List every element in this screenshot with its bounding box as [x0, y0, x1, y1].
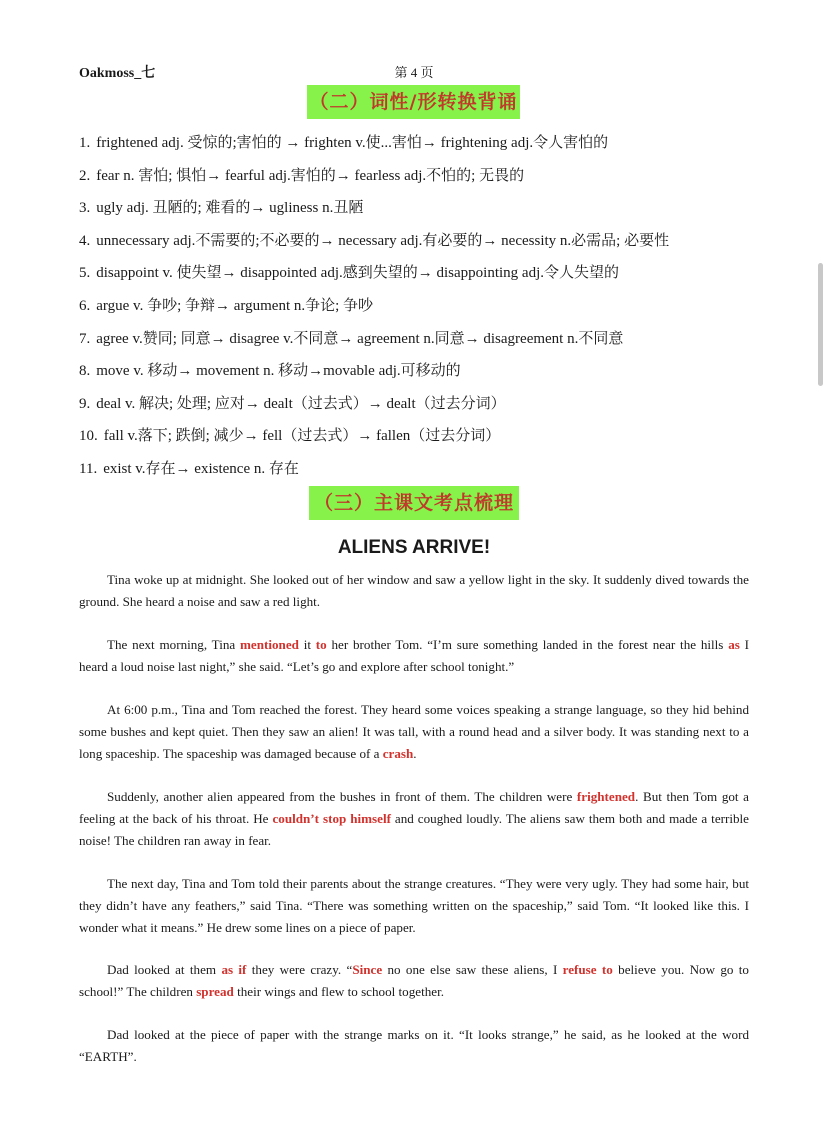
highlighted-phrase: crash: [382, 746, 414, 761]
vocab-text: ugly adj. 丑陋的; 难看的→ ugliness n.丑陋: [96, 200, 364, 217]
vocab-item: [79, 260, 779, 293]
vocab-item: [79, 391, 779, 424]
paragraph-text: The next day, Tina and Tom told their parents about the strange creatures. “They were very ugly. They had some hair, but they didn’t have any feathers,” said Tina. “There was something written on the spaceship,” said Tom. “It looked like this. I wonder what it means.” He drew some lines on a piece of paper.: [79, 876, 749, 935]
vocab-number: 2.: [79, 167, 91, 184]
vocab-text: disappoint v. 使失望→ disappointed adj.感到失望的→ disappointing adj.令人失望的: [96, 265, 619, 282]
vocab-text: deal v. 解决; 处理; 应对→ dealt（过去式）→ dealt（过去分词）: [96, 395, 506, 412]
vocab-text: fear n. 害怕; 惧怕→ fearful adj.害怕的→ fearless adj.不怕的; 无畏的: [96, 167, 525, 184]
paragraph-text: and coughed loudly. The aliens saw them both and made a terrible noise! The children ran away in fear.: [79, 811, 749, 848]
vocab-text: fall v.落下; 跌倒; 减少→ fell（过去式）→ fallen（过去分词）: [103, 428, 501, 445]
vocab-number: 3.: [79, 200, 91, 217]
vocab-item: [79, 423, 779, 456]
vocab-text: agree v.赞同; 同意→ disagree v.不同意→ agreement n.同意→ disagreement n.不同意: [96, 330, 624, 347]
story-title: ALIENS ARRIVE!: [337, 537, 491, 558]
vocab-number: 7.: [79, 330, 91, 347]
section-title-text-points: （三）主课文考点梳理: [309, 486, 519, 520]
vocab-number: 1.: [79, 135, 91, 151]
paragraph-text: I heard a loud noise last night,” she said. “Let’s go and explore after school tonight.”: [79, 637, 749, 674]
paragraph-text: believe you. Now go to school!” The children: [79, 962, 749, 999]
highlighted-phrase: Since: [352, 962, 383, 977]
vocab-item: [79, 358, 779, 391]
vocab-text: frightened adj. 受惊的;害怕的 → frighten v.使...害怕→ frightening adj.令人害怕的: [96, 135, 609, 151]
paragraph-text: they were crazy. “: [246, 962, 353, 977]
highlighted-phrase: frightened: [576, 789, 636, 804]
paragraph-text: her brother Tom. “I’m sure something landed in the forest near the hills: [326, 637, 729, 652]
paragraph-text: it: [298, 637, 316, 652]
paragraph-text: .: [413, 746, 417, 761]
vocab-number: 6.: [79, 297, 91, 314]
story-paragraph: [79, 873, 749, 939]
scrollbar-thumb[interactable]: [818, 263, 823, 386]
vocab-item: [79, 130, 779, 163]
paragraph-text: Suddenly, another alien appeared from the bushes in front of them. The children were: [107, 789, 577, 804]
paragraph-text: At 6:00 p.m., Tina and Tom reached the forest. They heard some voices speaking a strange language, so they hid behind some bushes and kept quiet. Then they saw an alien! It was tall, with a round head and a silver body. It was standing next to a long spaceship. The spaceship was damaged because of a: [79, 702, 749, 761]
paragraph-text: their wings and flew to school together.: [233, 984, 444, 999]
highlighted-phrase: spread: [196, 984, 234, 999]
vocab-item: [79, 163, 779, 196]
paragraph-text: Tina woke up at midnight. She looked out of her window and saw a yellow light in the sky. It suddenly dived towards the ground. She heard a noise and saw a red light.: [79, 572, 749, 609]
highlighted-phrase: mentioned: [240, 637, 299, 652]
vocab-text: exist v.存在→ existence n. 存在: [103, 460, 299, 477]
vocab-item: [79, 228, 779, 261]
highlighted-phrase: refuse to: [562, 962, 613, 977]
story-paragraph: [79, 634, 749, 678]
vocab-number: 9.: [79, 395, 91, 412]
story-paragraph: [79, 1024, 749, 1068]
vocab-text: unnecessary adj.不需要的;不必要的→ necessary adj.有必要的→ necessity n.必需品; 必要性: [96, 232, 670, 249]
vocab-text: argue v. 争吵; 争辩→ argument n.争论; 争吵: [96, 297, 374, 314]
vocab-list: [79, 130, 779, 489]
story-paragraph: [79, 786, 749, 852]
paragraph-text: Dad looked at the piece of paper with the strange marks on it. “It looks strange,” he said, as he looked at the word “EARTH”.: [79, 1027, 749, 1064]
vocab-number: 5.: [79, 265, 91, 282]
story-paragraph: [79, 569, 749, 613]
page-number: 第 4 页: [394, 65, 434, 80]
vocab-number: 10.: [79, 428, 98, 445]
vocab-text: move v. 移动→ movement n. 移动→movable adj.可移动的: [96, 363, 461, 380]
author-header: Oakmoss_七: [79, 66, 156, 81]
paragraph-text: no one else saw these aliens, I: [382, 962, 563, 977]
section-title-conversion: （二）词性/形转换背诵: [307, 85, 520, 119]
vocab-item: [79, 456, 779, 489]
highlighted-phrase: couldn’t stop himself: [272, 811, 391, 826]
highlighted-phrase: to: [315, 637, 327, 652]
vocab-number: 4.: [79, 232, 91, 249]
vocab-item: [79, 293, 779, 326]
vocab-number: 8.: [79, 363, 91, 380]
story-paragraph: [79, 699, 749, 765]
vocab-item: [79, 195, 779, 228]
paragraph-text: . But then Tom got a feeling at the back of his throat. He: [79, 789, 749, 826]
story-paragraph: [79, 959, 749, 1003]
highlighted-phrase: as if: [221, 962, 247, 977]
vocab-number: 11.: [79, 460, 98, 477]
paragraph-text: Dad looked at them: [107, 962, 222, 977]
vocab-item: [79, 326, 779, 359]
paragraph-text: The next morning, Tina: [107, 637, 240, 652]
highlighted-phrase: as: [728, 637, 740, 652]
